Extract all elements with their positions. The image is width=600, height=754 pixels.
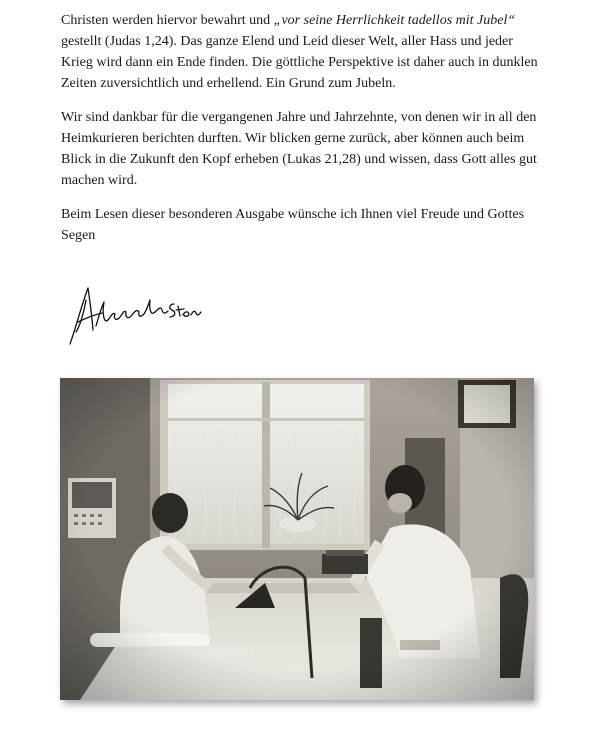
paragraph-2: Wir sind dankbar für die vergangenen Jahre und Jahrzehnte, von denen wir in all den Heimkurieren berichten durften. Wir blicken gerne zurück, aber können auch beim Blick in die Zukunft den Kopf erheben (Lukas 21,28) und wissen, dass Gott alles gut machen wird. [61,110,537,188]
paragraph-1-end: gestellt (Judas 1,24). Das ganze Elend und Leid dieser Welt, aller Hass und jeder Krieg wird dann ein Ende finden. Die göttliche Perspektive ist daher auch in dunklen Zeiten zuversichtlich und erhellend. Ein Grund zum Jubeln. [61,34,538,91]
bible-quote: „vor seine Herrlichkeit tadellos mit Jubel“ [273,13,516,28]
signature-icon [66,282,206,348]
paragraph-1 [61,10,539,94]
paragraph-1-start: Christen werden hiervor bewahrt und [61,13,274,28]
sepia-photograph-drafting-office-icon [60,378,534,700]
office-photo [60,378,534,700]
letter-text [61,10,539,259]
paragraph-3: Beim Lesen dieser besonderen Ausgabe wünsche ich Ihnen viel Freude und Gottes Segen [61,207,525,243]
